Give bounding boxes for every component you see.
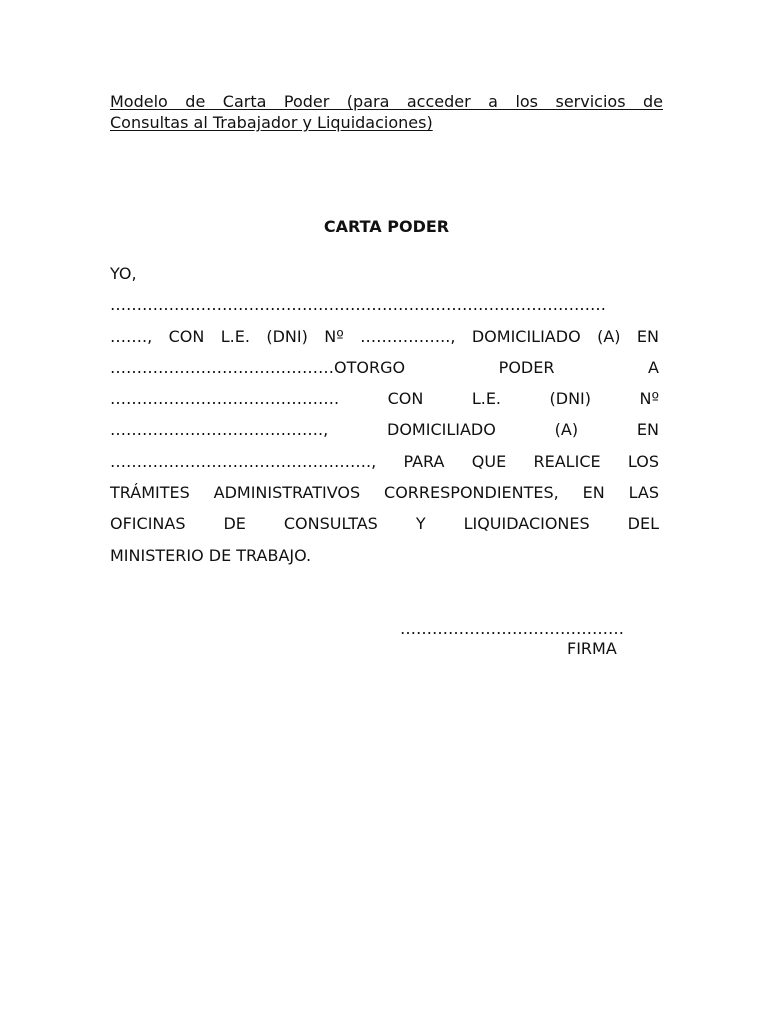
- body-line-4: ……………………………………OTORGO PODER A: [110, 357, 659, 377]
- signature-line: ……………………………………: [400, 619, 624, 638]
- document-title: CARTA PODER: [323, 217, 450, 236]
- body-line-3: ……., CON L.E. (DNI) Nº …………….., DOMICILIADO (A) EN: [110, 326, 659, 346]
- body-line-2: …………………………………………………………………………………: [110, 295, 606, 315]
- heading-line-1: Modelo de Carta Poder (para acceder a los servicios de: [110, 92, 663, 111]
- body-line-8: TRÁMITES ADMINISTRATIVOS CORRESPONDIENTES, EN LAS: [110, 483, 659, 503]
- letter-body: [110, 258, 659, 571]
- body-line-7: …………………………………………., PARA QUE REALICE LOS: [110, 451, 659, 471]
- signature-label: FIRMA: [567, 639, 617, 658]
- body-line-10: MINISTERIO DE TRABAJO.: [110, 545, 312, 565]
- document-heading: [110, 91, 663, 133]
- body-line-9: OFICINAS DE CONSULTAS Y LIQUIDACIONES DEL: [110, 514, 659, 534]
- heading-line-2: Consultas al Trabajador y Liquidaciones): [110, 113, 433, 132]
- body-line-1: YO,: [110, 264, 137, 283]
- body-line-6: …………………………………., DOMICILIADO (A) EN: [110, 420, 659, 440]
- body-line-5: ……………………………………. CON L.E. (DNI) Nº: [110, 389, 659, 409]
